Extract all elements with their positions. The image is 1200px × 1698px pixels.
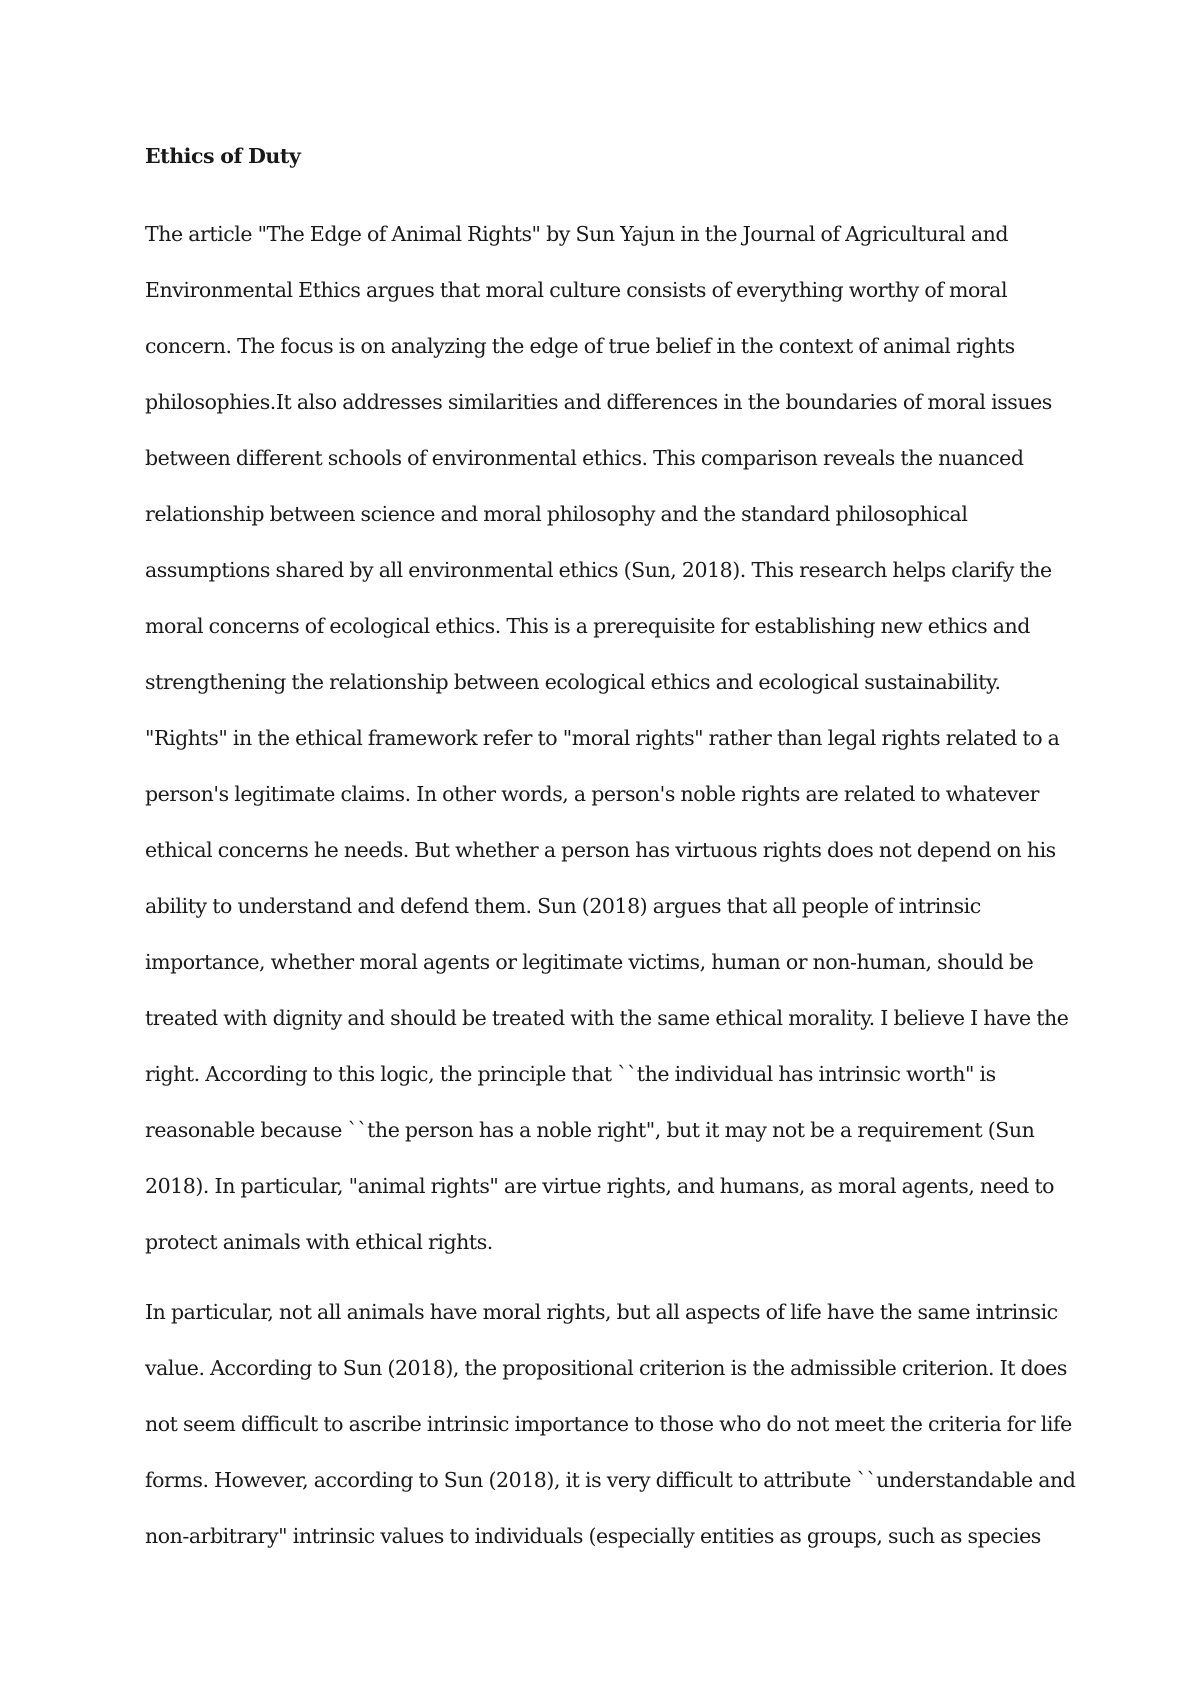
document-heading: Ethics of Duty bbox=[145, 144, 301, 168]
paragraph-2 bbox=[145, 1284, 1076, 1564]
paragraph-line: ability to understand and defend them. Sun (2018) argues that all people of intrinsic bbox=[145, 893, 981, 918]
paragraph-line: value. According to Sun (2018), the propositional criterion is the admissible criterion. It does bbox=[145, 1355, 1067, 1380]
paragraph-line: person's legitimate claims. In other words, a person's noble rights are related to whatever bbox=[145, 781, 1039, 806]
paragraph-line: 2018). In particular, "animal rights" are virtue rights, and humans, as moral agents, need to bbox=[145, 1173, 1055, 1198]
paragraph-line: concern. The focus is on analyzing the edge of true belief in the context of animal rights bbox=[145, 333, 1015, 358]
paragraph-line: protect animals with ethical rights. bbox=[145, 1229, 493, 1254]
paragraph-line: assumptions shared by all environmental ethics (Sun, 2018). This research helps clarify the bbox=[145, 557, 1052, 582]
paragraph-line: reasonable because ``the person has a noble right", but it may not be a requirement (Sun bbox=[145, 1117, 1035, 1142]
paragraph-1 bbox=[145, 206, 1069, 1270]
paragraph-line: not seem difficult to ascribe intrinsic importance to those who do not meet the criteria for life bbox=[145, 1411, 1072, 1436]
paragraph-line: non-arbitrary" intrinsic values to individuals (especially entities as groups, such as species bbox=[145, 1523, 1041, 1548]
paragraph-line: between different schools of environmental ethics. This comparison reveals the nuanced bbox=[145, 445, 1024, 470]
paragraph-line: importance, whether moral agents or legitimate victims, human or non-human, should be bbox=[145, 949, 1034, 974]
paragraph-line: ethical concerns he needs. But whether a person has virtuous rights does not depend on his bbox=[145, 837, 1056, 862]
paragraph-line: right. According to this logic, the principle that ``the individual has intrinsic worth" is bbox=[145, 1061, 996, 1086]
paragraph-line: "Rights" in the ethical framework refer to "moral rights" rather than legal rights related to a bbox=[145, 725, 1060, 750]
paragraph-line: moral concerns of ecological ethics. This is a prerequisite for establishing new ethics and bbox=[145, 613, 1030, 638]
paragraph-line: relationship between science and moral philosophy and the standard philosophical bbox=[145, 501, 968, 526]
paragraph-line: forms. However, according to Sun (2018), it is very difficult to attribute ``understandable and bbox=[145, 1467, 1076, 1492]
paragraph-line: treated with dignity and should be treated with the same ethical morality. I believe I have the bbox=[145, 1005, 1069, 1030]
paragraph-line: philosophies.It also addresses similarities and differences in the boundaries of moral issues bbox=[145, 389, 1052, 414]
document-body bbox=[145, 140, 1076, 1564]
paragraph-spacing bbox=[145, 1270, 1065, 1284]
paragraph-line: strengthening the relationship between ecological ethics and ecological sustainability. bbox=[145, 669, 1001, 694]
paragraph-line: The article "The Edge of Animal Rights" by Sun Yajun in the Journal of Agricultural and bbox=[145, 221, 1009, 246]
paragraph-line: Environmental Ethics argues that moral culture consists of everything worthy of moral bbox=[145, 277, 1008, 302]
paragraph-line: In particular, not all animals have moral rights, but all aspects of life have the same intrinsic bbox=[145, 1299, 1058, 1324]
